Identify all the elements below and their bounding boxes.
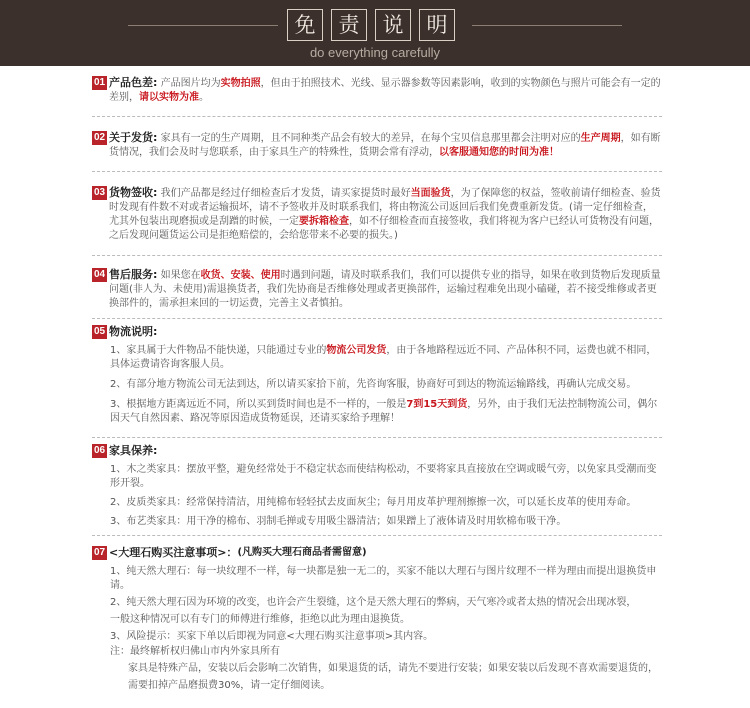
section-text: 时遇到问题，请及时联系我们，我们可以提供专业的指导，如果在收到货物后发现质量问题(非人为、未使用)需退换货者，我们先协商是否维修处理或者更换部件，运输过程难免出现小磕碰，若不接受维修或者更换部件的，需承担来回的一切运费，完善主义者慎拍。 — [109, 270, 661, 309]
section-color-difference — [92, 76, 662, 105]
list-item — [92, 398, 662, 426]
highlight-text: 收货、安装、使用 — [200, 270, 281, 281]
list-item: 3、风险提示：买家下单以后即视为同意<大理石购买注意事项>其内容。 — [110, 631, 434, 642]
section-label: 关于发货: — [109, 131, 158, 144]
section-text: 家具有一定的生产周期，且不同种类产品会有较大的差异，在每个宝贝信息那里都会注明对应的 — [160, 133, 581, 144]
section-text: ，如有断货情况，我们会及时与您联系，由于家具生产的特殊性，货期会常有浮动， — [109, 133, 661, 158]
section-text: ，为了保障您的权益，签收前请仔细检查、验货时发现有件数不对或者运输损坏，请不予签收并及时联系我们，将由物流公司返回后我们免费重新发货。(请一定仔细检查，尤其外包装出现磨损或是刮蹭的时候，一定 — [109, 188, 661, 227]
banner-rule-left — [128, 25, 278, 26]
section-text: 我们产品都是经过仔细检查后才发货，请买家提货时最好 — [160, 188, 411, 199]
list-item: 3、布艺类家具：用干净的棉布、羽制毛掸或专用吸尘器清洁；如果蹭上了液体请及时用软棉布吸干净。 — [110, 516, 567, 527]
divider — [92, 171, 662, 172]
section-text: 。 — [199, 92, 209, 103]
section-label: 家具保养: — [109, 444, 158, 457]
footer-line: 需要扣掉产品磨损费30%，请一定仔细阅读。 — [128, 680, 331, 691]
section-number: 06 — [93, 445, 106, 456]
page-subtitle: do everything carefully — [309, 45, 441, 60]
section-text: 如果您在 — [160, 270, 201, 281]
title-char: 责 — [331, 9, 367, 41]
list-text: ，由于各地路程远近不同、产品体积不同，运费也就不相同，具体运费请咨询客服人员。 — [110, 345, 657, 370]
section-after-sales — [92, 268, 662, 311]
section-label: 产品色差: — [109, 76, 158, 89]
section-text: 产品图片均为 — [160, 78, 221, 89]
list-item — [92, 344, 662, 372]
list-item: 2、有部分地方物流公司无法到达，所以请买家拾下前，先咨询客服，协商好可到达的物流运输路线，再确认完成交易。 — [110, 379, 637, 390]
divider — [92, 116, 662, 117]
section-shipping — [92, 131, 662, 160]
section-label: 售后服务: — [109, 268, 158, 281]
section-marble-notice — [92, 546, 662, 644]
highlight-text: 要拆箱检查 — [299, 216, 349, 227]
list-text: 1、家具属于大件物品不能快递，只能通过专业的 — [110, 345, 327, 356]
list-text: 3、根据地方距离远近不同，所以买到货时间也是不一样的，一般是 — [110, 399, 407, 410]
section-maintenance — [92, 444, 662, 529]
section-label: 物流说明: — [109, 325, 158, 338]
list-item: 1、纯天然大理石：每一块纹理不一样，每一块都是独一无二的，买家不能以大理石与图片纹理不一样为理由而提出退换货申请。 — [110, 566, 657, 591]
section-number: 03 — [93, 187, 106, 198]
section-number: 05 — [93, 326, 106, 337]
header-banner — [0, 0, 750, 66]
section-number: 04 — [93, 269, 106, 280]
highlight-text: 7到15天到货 — [406, 399, 468, 410]
highlight-text: 实物拍照 — [220, 78, 261, 89]
title-char: 免 — [287, 9, 323, 41]
highlight-text: 以客服通知您的时间为准！ — [439, 147, 559, 158]
title-char: 明 — [419, 9, 455, 41]
section-label: <大理石购买注意事项>： — [109, 546, 238, 559]
footer-note — [92, 645, 662, 693]
divider — [92, 437, 662, 438]
section-number: 01 — [93, 77, 106, 88]
footer-line: 家具是特殊产品，安装以后会影响二次销售，如果退货的话，请先不要进行安装；如果安装以后发现不喜欢需要退货的， — [128, 663, 658, 674]
divider — [92, 535, 662, 536]
highlight-text: 物流公司发货 — [326, 345, 387, 356]
section-logistics — [92, 325, 662, 426]
page-title — [287, 9, 455, 41]
banner-rule-right — [472, 25, 622, 26]
highlight-text: 生产周期 — [580, 133, 621, 144]
list-item: 一般这种情况可以有专门的师傅进行维修，拒绝以此为理由退换货。 — [110, 614, 410, 625]
section-number: 07 — [93, 547, 106, 558]
section-text: ，但由于拍照技术、光线、显示器参数等因素影响，收到的实物颜色与照片可能会有一定的差别， — [109, 78, 661, 103]
title-char: 说 — [375, 9, 411, 41]
section-label: 货物签收: — [109, 186, 158, 199]
section-number: 02 — [93, 132, 106, 143]
list-item: 2、纯天然大理石因为环境的改变，也许会产生裂缝，这个是天然大理石的弊病，天气寒冷或者太热的情况会出现冰裂， — [110, 597, 637, 608]
highlight-text: 当面验货 — [410, 188, 451, 199]
section-receipt — [92, 186, 662, 243]
section-text: ，如不仔细检查而直接签收，我们将视为客户已经认可货物没有问题，之后发现问题货运公司是拒绝赔偿的，会给您带来不必要的损失。) — [109, 216, 659, 241]
footer-line: 注：最终解析权归佛山市内外家具所有 — [110, 646, 280, 657]
divider — [92, 255, 662, 256]
list-item: 1、木之类家具：摆放平整，避免经常处于不稳定状态而使结构松动，不要将家具直接放在空调或暖气旁，以免家具受潮而变形开裂。 — [110, 464, 657, 489]
list-item: 2、皮质类家具：经常保持清洁，用纯棉布轻轻拭去皮面灰尘；每月用皮革护理剂擦擦一次，可以延长皮革的使用寿命。 — [110, 497, 637, 508]
highlight-text: 请以实物为准 — [139, 92, 199, 103]
section-note: (凡购买大理石商品者需留意) — [237, 547, 367, 558]
divider — [92, 318, 662, 319]
list-text: ，另外，由于我们无法控制物流公司，偶尔因天气自然因素、路况等原因造成货物延误，还请买家给予理解！ — [110, 399, 658, 424]
